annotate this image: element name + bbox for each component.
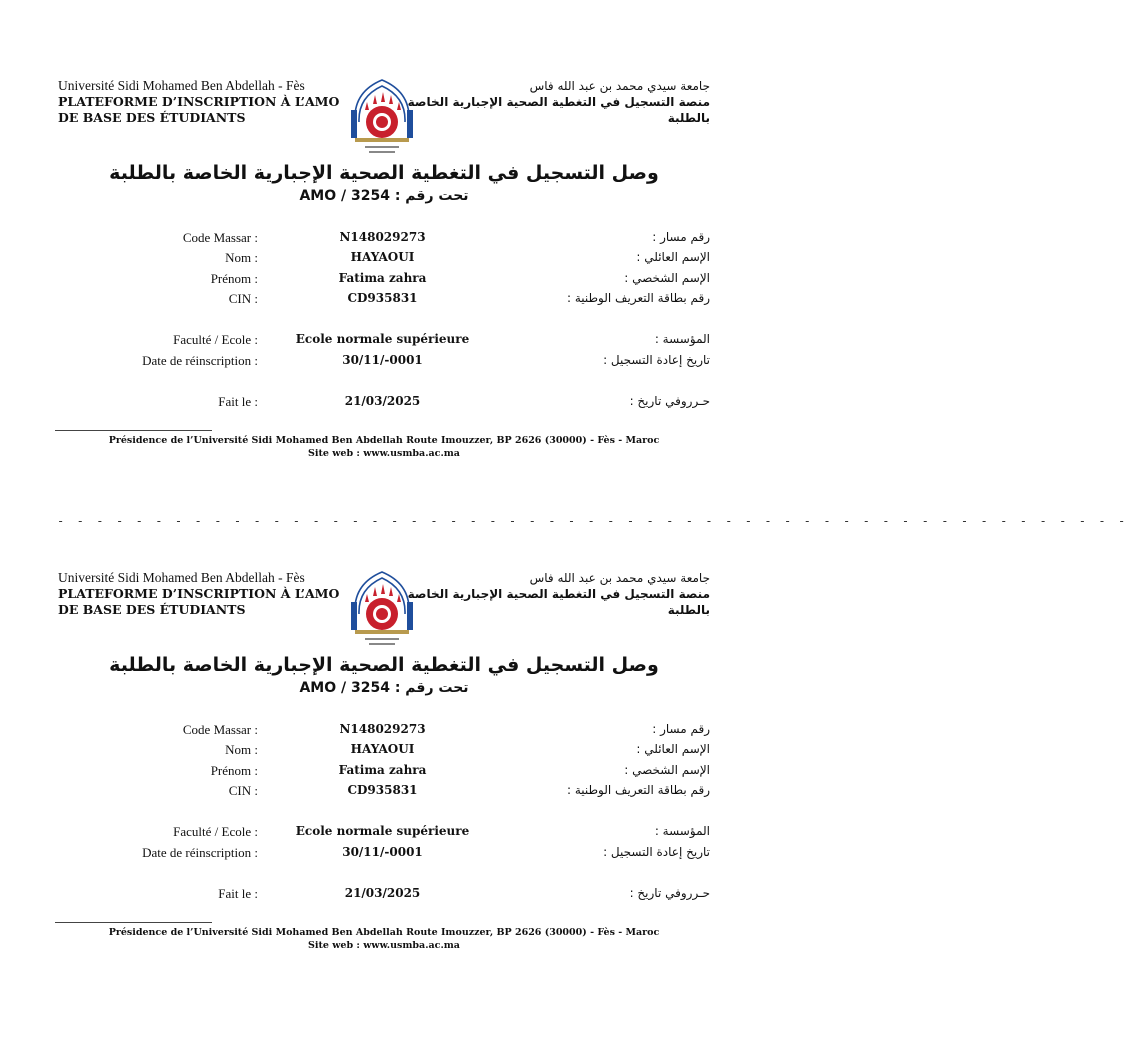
field-row-faculte <box>0 332 768 350</box>
label-ar: الإسم العائلي : <box>636 250 710 264</box>
label-fr: CIN : <box>228 291 258 306</box>
label-fr: Fait le : <box>218 886 258 901</box>
header-right <box>408 78 710 126</box>
label-fr: Code Massar : <box>182 230 258 245</box>
receipt-title: وصل التسجيل في التغطية الصحية الإجبارية الخاصة بالطلبة <box>109 162 659 184</box>
label-ar: المؤسسة : <box>654 332 710 346</box>
cut-line: - - - - - - - - - - - - - - - - - - - - - - - - - - - - - - - - - - - - - - - - - - - - - - - - - - - - - - - <box>57 514 1128 528</box>
value-prenom: Fatima zahra <box>338 271 427 285</box>
value-date-reinscription: 30/11/-0001 <box>342 845 423 859</box>
label-ar: تاريخ إعادة التسجيل : <box>603 845 710 859</box>
label-fr: Nom : <box>225 250 258 265</box>
footer-website: Site web : www.usmba.ac.ma <box>308 448 460 459</box>
university-name-ar: جامعة سيدي محمد بن عبد الله فاس <box>529 571 710 585</box>
label-ar: الإسم العائلي : <box>636 742 710 756</box>
footer-website: Site web : www.usmba.ac.ma <box>308 940 460 951</box>
field-row-cin <box>0 291 768 309</box>
university-name-ar: جامعة سيدي محمد بن عبد الله فاس <box>529 79 710 93</box>
footer-address: Présidence de l’Université Sidi Mohamed Ben Abdellah Route Imouzzer, BP 2626 (30000) - Fès - Maroc <box>108 435 660 446</box>
label-fr: Date de réinscription : <box>142 353 258 368</box>
value-cin: CD935831 <box>347 783 418 797</box>
platform-title-fr-line1: PLATEFORME D’INSCRIPTION À L’AMO <box>58 94 340 109</box>
receipt-copy-1 <box>0 78 1128 548</box>
receipt-number: تحت رقم : 3254 / AMO <box>299 188 469 204</box>
label-ar: الإسم الشخصي : <box>624 271 710 285</box>
signature-line <box>55 922 212 923</box>
field-row-code-massar <box>0 722 768 740</box>
label-fr: Nom : <box>225 742 258 757</box>
field-row-date-reinscription <box>0 353 768 371</box>
university-name-fr: Université Sidi Mohamed Ben Abdellah - Fès <box>58 78 305 93</box>
value-faculte: Ecole normale supérieure <box>295 332 470 346</box>
value-code-massar: N148029273 <box>339 722 426 736</box>
footer <box>0 434 768 460</box>
field-row-nom <box>0 742 768 760</box>
field-row-fait-le <box>0 886 768 904</box>
value-code-massar: N148029273 <box>339 230 426 244</box>
label-fr: Date de réinscription : <box>142 845 258 860</box>
label-fr: Fait le : <box>218 394 258 409</box>
field-row-code-massar <box>0 230 768 248</box>
university-name-fr: Université Sidi Mohamed Ben Abdellah - Fès <box>58 570 305 585</box>
label-fr: Prénom : <box>210 763 258 778</box>
field-row-date-reinscription <box>0 845 768 863</box>
footer-address: Présidence de l’Université Sidi Mohamed Ben Abdellah Route Imouzzer, BP 2626 (30000) - Fès - Maroc <box>108 927 660 938</box>
label-fr: Faculté / Ecole : <box>173 824 258 839</box>
value-nom: HAYAOUI <box>350 250 415 264</box>
footer <box>0 926 768 952</box>
platform-title-ar-line2: بالطلبة <box>667 603 710 617</box>
signature-line <box>55 430 212 431</box>
label-ar: رقم مسار : <box>652 722 710 736</box>
receipt-copy-2 <box>0 570 768 1040</box>
header-right <box>408 570 710 618</box>
label-fr: Faculté / Ecole : <box>173 332 258 347</box>
label-ar: رقم مسار : <box>652 230 710 244</box>
platform-title-ar-line2: بالطلبة <box>667 111 710 125</box>
field-row-nom <box>0 250 768 268</box>
label-ar: حـرروفي تاريخ : <box>629 394 710 408</box>
header-left <box>58 570 339 618</box>
value-cin: CD935831 <box>347 291 418 305</box>
receipt-number: تحت رقم : 3254 / AMO <box>299 680 469 696</box>
label-fr: Code Massar : <box>182 722 258 737</box>
value-nom: HAYAOUI <box>350 742 415 756</box>
platform-title-fr-line2: DE BASE DES ÉTUDIANTS <box>58 110 246 125</box>
label-fr: Prénom : <box>210 271 258 286</box>
value-fait-le: 21/03/2025 <box>344 394 421 408</box>
label-ar: حـرروفي تاريخ : <box>629 886 710 900</box>
field-row-prenom <box>0 271 768 289</box>
platform-title-ar-line1: منصة التسجيل في التغطية الصحية الإجبارية الخاصة <box>407 95 710 109</box>
field-row-faculte <box>0 824 768 842</box>
field-row-prenom <box>0 763 768 781</box>
label-ar: المؤسسة : <box>654 824 710 838</box>
label-ar: تاريخ إعادة التسجيل : <box>603 353 710 367</box>
receipt-title: وصل التسجيل في التغطية الصحية الإجبارية الخاصة بالطلبة <box>109 654 659 676</box>
platform-title-ar-line1: منصة التسجيل في التغطية الصحية الإجبارية الخاصة <box>407 587 710 601</box>
value-date-reinscription: 30/11/-0001 <box>342 353 423 367</box>
field-row-cin <box>0 783 768 801</box>
label-ar: رقم بطاقة التعريف الوطنية : <box>566 783 710 797</box>
value-fait-le: 21/03/2025 <box>344 886 421 900</box>
header-left <box>58 78 339 126</box>
label-ar: الإسم الشخصي : <box>624 763 710 777</box>
value-faculte: Ecole normale supérieure <box>295 824 470 838</box>
value-prenom: Fatima zahra <box>338 763 427 777</box>
platform-title-fr-line2: DE BASE DES ÉTUDIANTS <box>58 602 246 617</box>
platform-title-fr-line1: PLATEFORME D’INSCRIPTION À L’AMO <box>58 586 340 601</box>
label-ar: رقم بطاقة التعريف الوطنية : <box>566 291 710 305</box>
field-row-fait-le <box>0 394 768 412</box>
label-fr: CIN : <box>228 783 258 798</box>
